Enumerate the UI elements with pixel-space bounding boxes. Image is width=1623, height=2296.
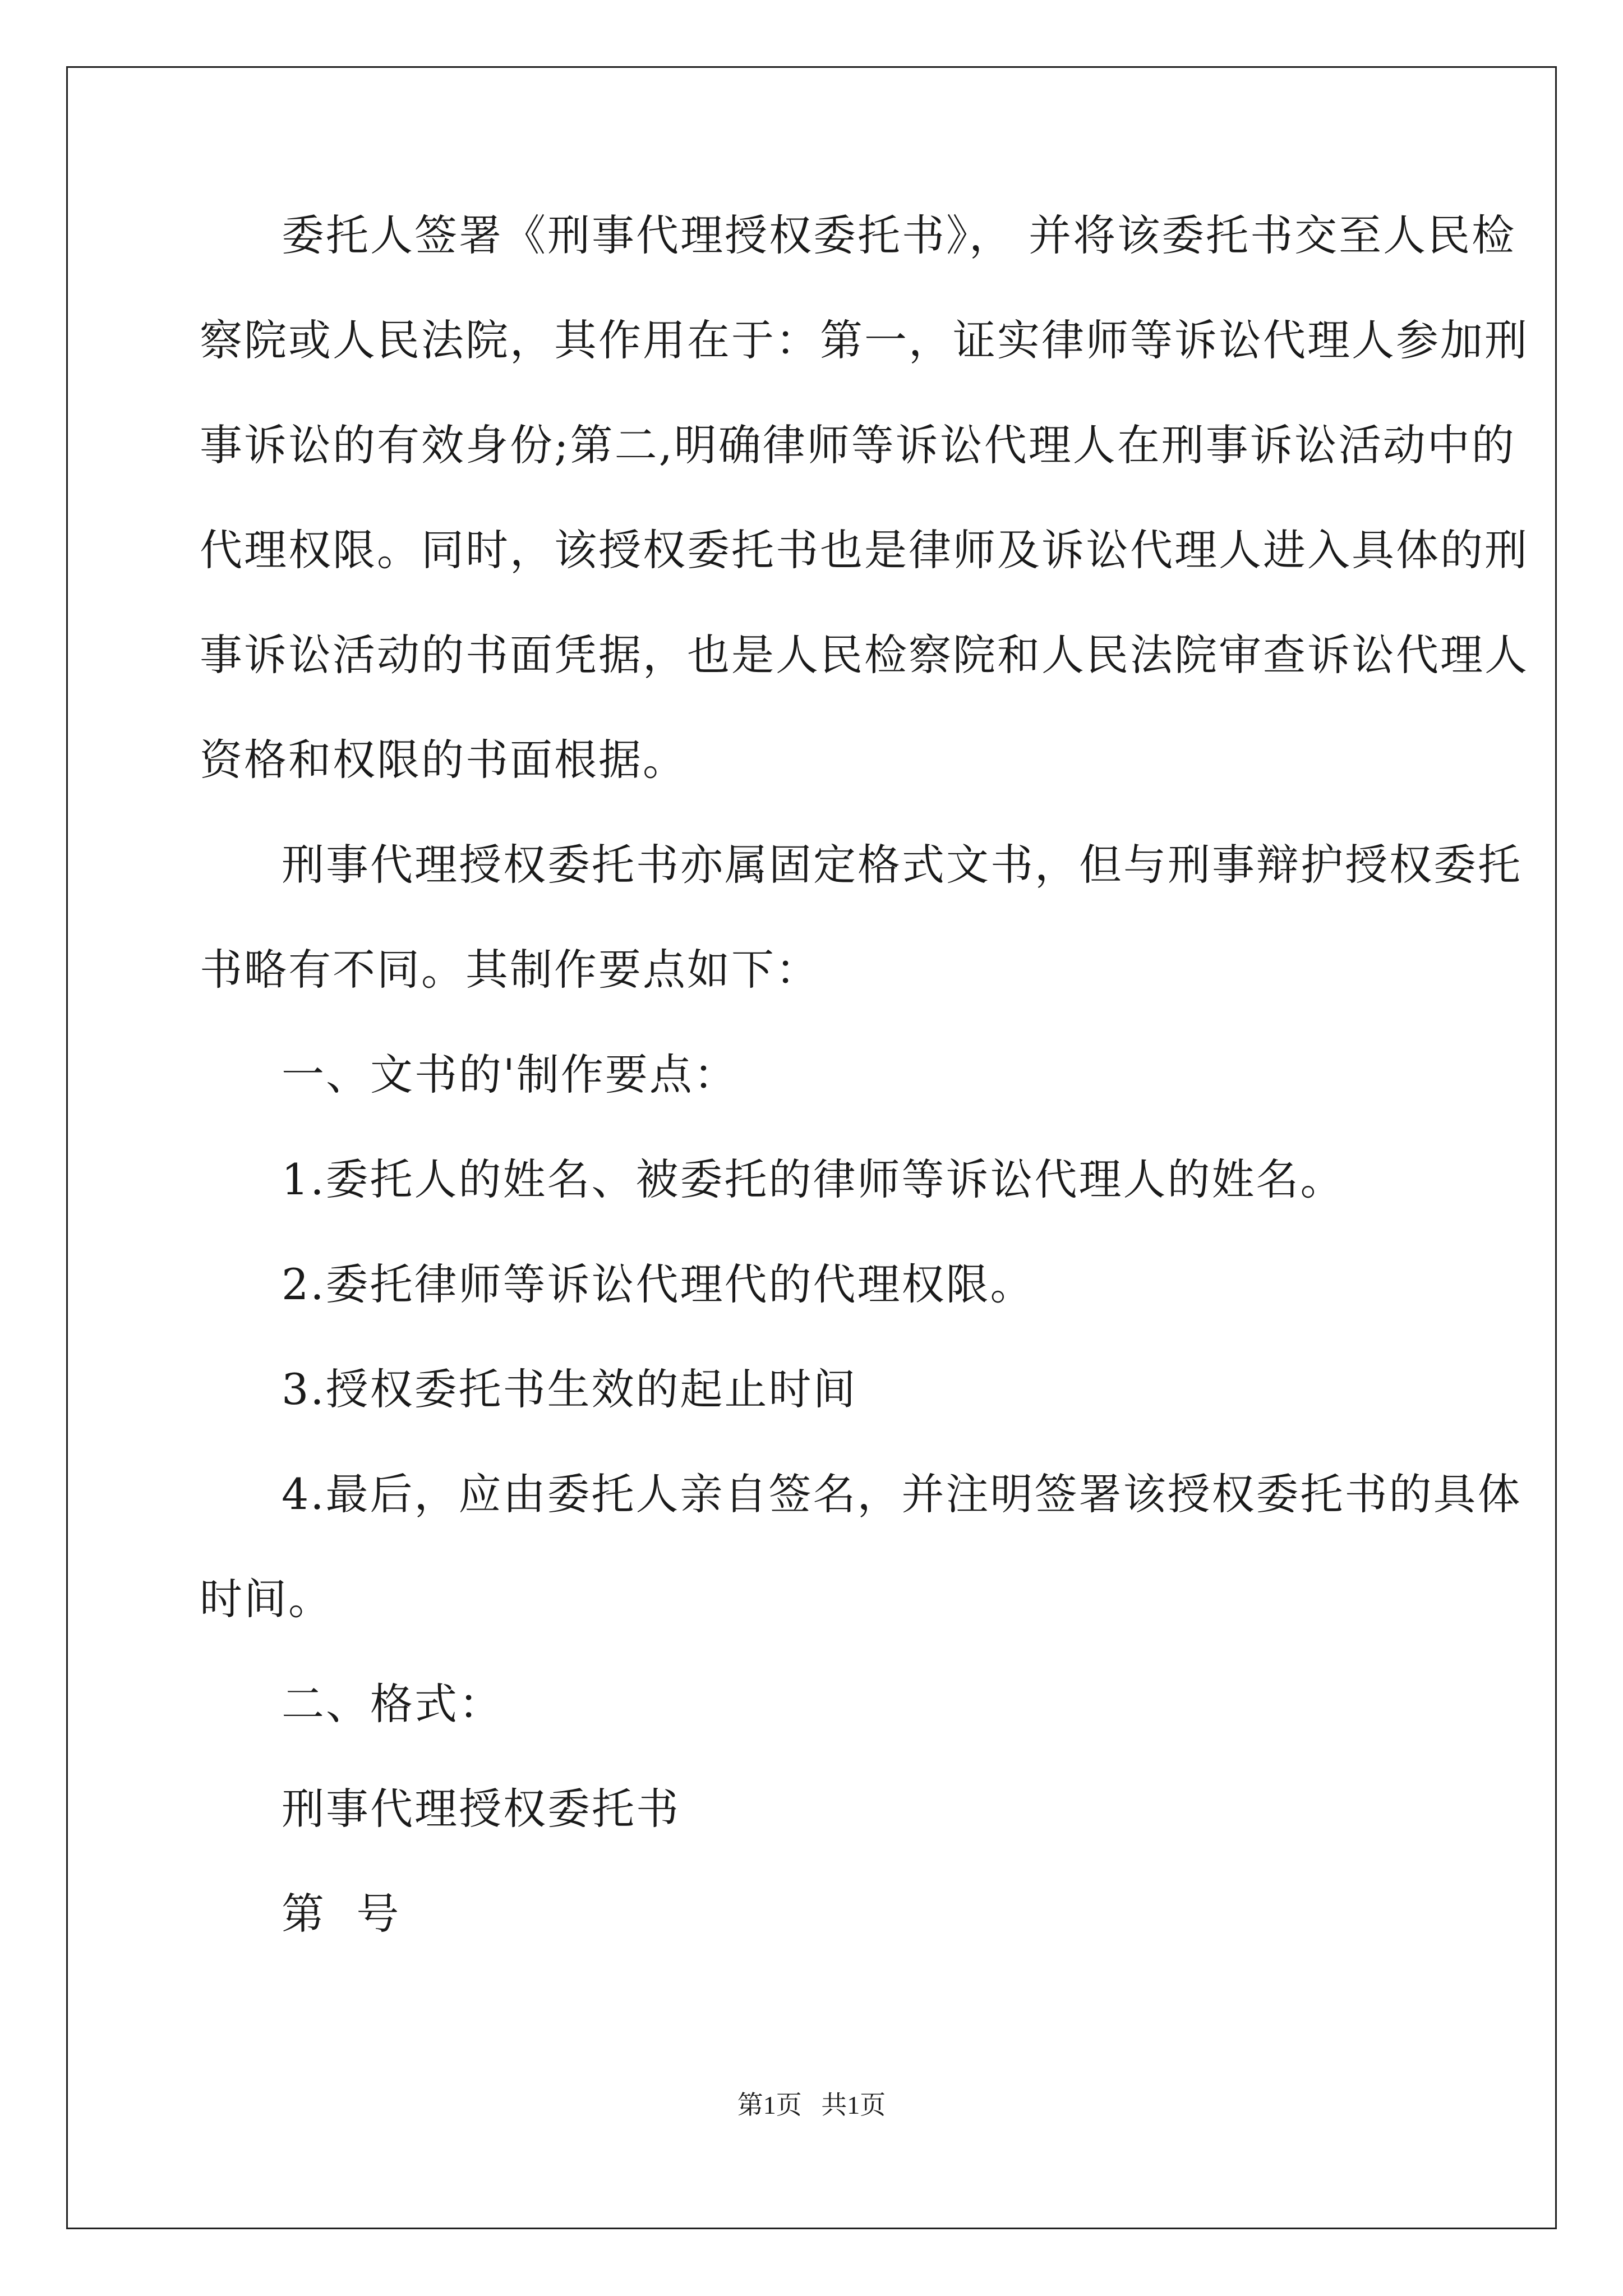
list-item: 2.委托律师等诉讼代理代的代理权限。 <box>282 1259 1035 1309</box>
list-item: 3.授权委托书生效的起止时间 <box>282 1364 857 1414</box>
paragraph-line: 委托人签署《刑事代理授权委托书》， 并将该委托书交至人民检 <box>282 210 1516 260</box>
paragraph-line: 资格和权限的书面根据。 <box>200 735 687 785</box>
paragraph-line: 事诉讼活动的书面凭据，也是人民检察院和人民法院审查诉讼代理人 <box>200 630 1529 680</box>
section-heading: 一、文书的'制作要点： <box>282 1050 738 1099</box>
section-heading: 二、格式： <box>282 1679 503 1729</box>
format-title: 刑事代理授权委托书 <box>282 1784 680 1834</box>
paragraph-line: 刑事代理授权委托书亦属固定格式文书，但与刑事辩护授权委托 <box>282 840 1522 890</box>
paragraph-line: 代理权限。同时，该授权委托书也是律师及诉讼代理人进入具体的刑 <box>200 525 1529 575</box>
paragraph-line: 察院或人民法院，其作用在于：第一，证实律师等诉讼代理人参加刑 <box>200 315 1529 365</box>
list-item: 1.委托人的姓名、被委托的律师等诉讼代理人的姓名。 <box>282 1154 1345 1204</box>
list-item-continuation: 时间。 <box>200 1574 333 1624</box>
list-item: 4.最后，应由委托人亲自签名，并注明签署该授权委托书的具体 <box>282 1469 1522 1519</box>
page-footer: 第1页 共1页 <box>737 2091 886 2119</box>
document-number-line: 第 号 <box>282 1889 401 1939</box>
paragraph-line: 事诉讼的有效身份;第二,明确律师等诉讼代理人在刑事诉讼活动中的 <box>200 420 1516 470</box>
paragraph-line: 书略有不同。其制作要点如下： <box>200 945 820 995</box>
